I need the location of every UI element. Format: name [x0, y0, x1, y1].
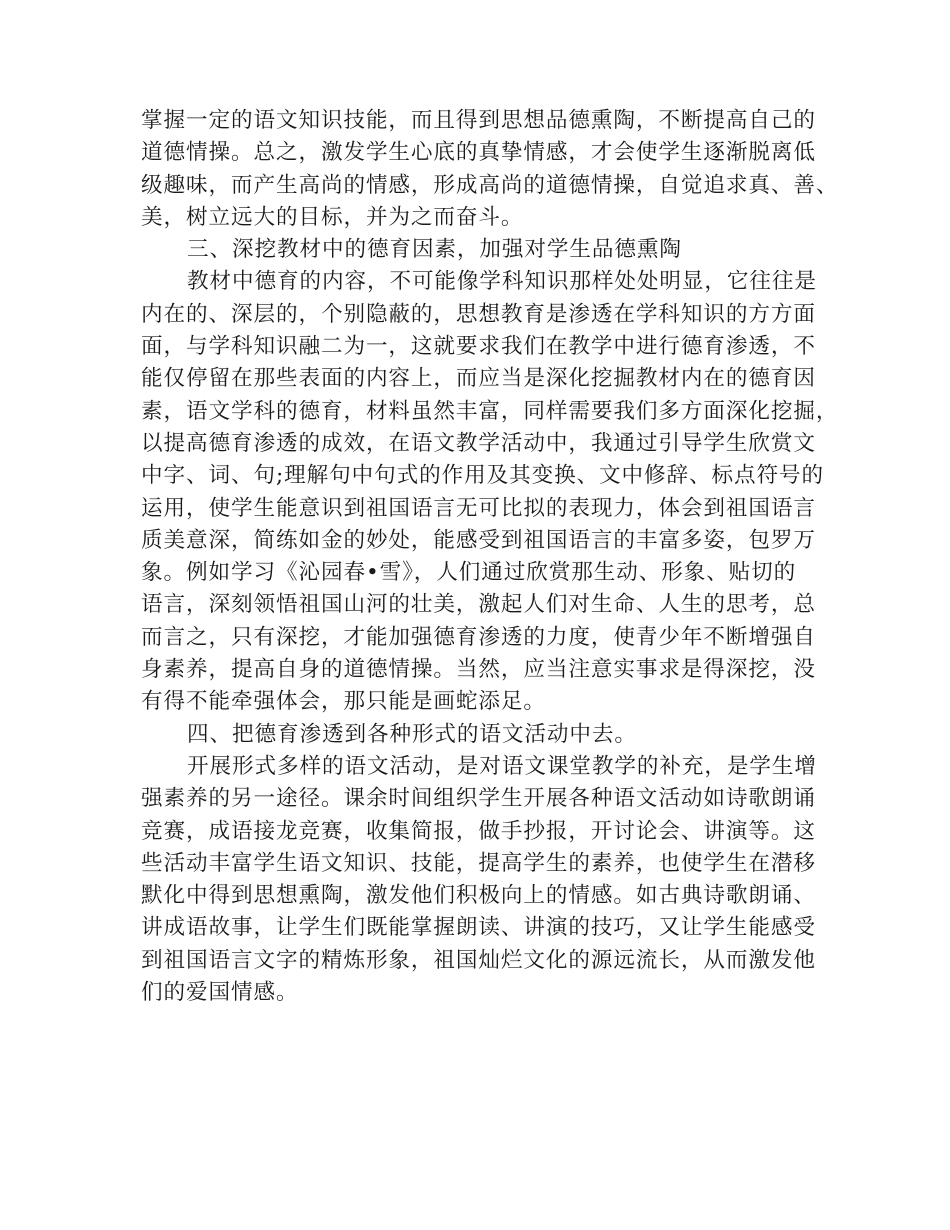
- text-line: 语言，深刻领悟祖国山河的壮美，激起人们对生命、人生的思考，总: [141, 592, 816, 618]
- text-line: 质美意深，简练如金的妙处，能感受到祖国语言的丰富多姿，包罗万: [141, 527, 816, 553]
- text-line: 们的爱国情感。: [141, 980, 299, 1006]
- text-line: 内在的、深层的，个别隐蔽的，思想教育是渗透在学科知识的方方面: [141, 301, 816, 327]
- text-line: 身素养，提高自身的道德情操。当然，应当注意实事求是得深挖，没: [141, 657, 816, 683]
- text-line: 掌握一定的语文知识技能，而且得到思想品德熏陶，不断提高自己的: [141, 108, 816, 133]
- paragraph-start: 开展形式多样的语文活动，是对语文课堂教学的补充，是学生增: [187, 753, 817, 779]
- text-line: 中字、词、句;理解句中句式的作用及其变换、文中修辞、标点符号的: [141, 463, 824, 489]
- text-line: 象。例如学习《沁园春•雪》，人们通过欣赏那生动、形象、贴切的: [141, 560, 797, 586]
- text-line: 有得不能牵强体会，那只能是画蛇添足。: [141, 689, 546, 715]
- text-line: 道德情操。总之，激发学生心底的真挚情感，才会使学生逐渐脱离低: [141, 140, 816, 166]
- text-line: 素，语文学科的德育，材料虽然丰富，同样需要我们多方面深化挖掘，: [141, 398, 839, 424]
- text-line: 以提高德育渗透的成效，在语文教学活动中，我通过引导学生欣赏文: [141, 430, 816, 456]
- section-heading-4: 四、把德育渗透到各种形式的语文活动中去。: [187, 721, 637, 747]
- text-line: 级趣味，而产生高尚的情感，形成高尚的道德情操，自觉追求真、善、: [141, 172, 839, 198]
- paragraph-start: 教材中德育的内容，不可能像学科知识那样处处明显，它往往是: [187, 269, 817, 295]
- text-line: 能仅停留在那些表面的内容上，而应当是深化挖掘教材内在的德育因: [141, 366, 816, 392]
- text-line: 讲成语故事，让学生们既能掌握朗读、讲演的技巧，又让学生能感受: [141, 915, 816, 941]
- text-line: 竞赛，成语接龙竞赛，收集简报，做手抄报，开讨论会、讲演等。这: [141, 818, 816, 844]
- text-line: 些活动丰富学生语文知识、技能，提高学生的素养，也使学生在潜移: [141, 850, 816, 876]
- body-text: [141, 105, 839, 1009]
- text-line: 美，树立远大的目标，并为之而奋斗。: [141, 204, 524, 230]
- text-line: 运用，使学生能意识到祖国语言无可比拟的表现力，体会到祖国语言: [141, 495, 816, 521]
- text-line: 到祖国语言文字的精炼形象，祖国灿烂文化的源远流长，从而激发他: [141, 947, 816, 973]
- text-line: 而言之，只有深挖，才能加强德育渗透的力度，使青少年不断增强自: [141, 624, 816, 650]
- text-line: 面，与学科知识融二为一，这就要求我们在教学中进行德育渗透，不: [141, 334, 816, 360]
- text-line: 默化中得到思想熏陶，激发他们积极向上的情感。如古典诗歌朗诵、: [141, 883, 816, 909]
- section-heading-3: 三、深挖教材中的德育因素，加强对学生品德熏陶: [187, 237, 682, 263]
- text-line: 强素养的另一途径。课余时间组织学生开展各种语文活动如诗歌朗诵: [141, 786, 816, 812]
